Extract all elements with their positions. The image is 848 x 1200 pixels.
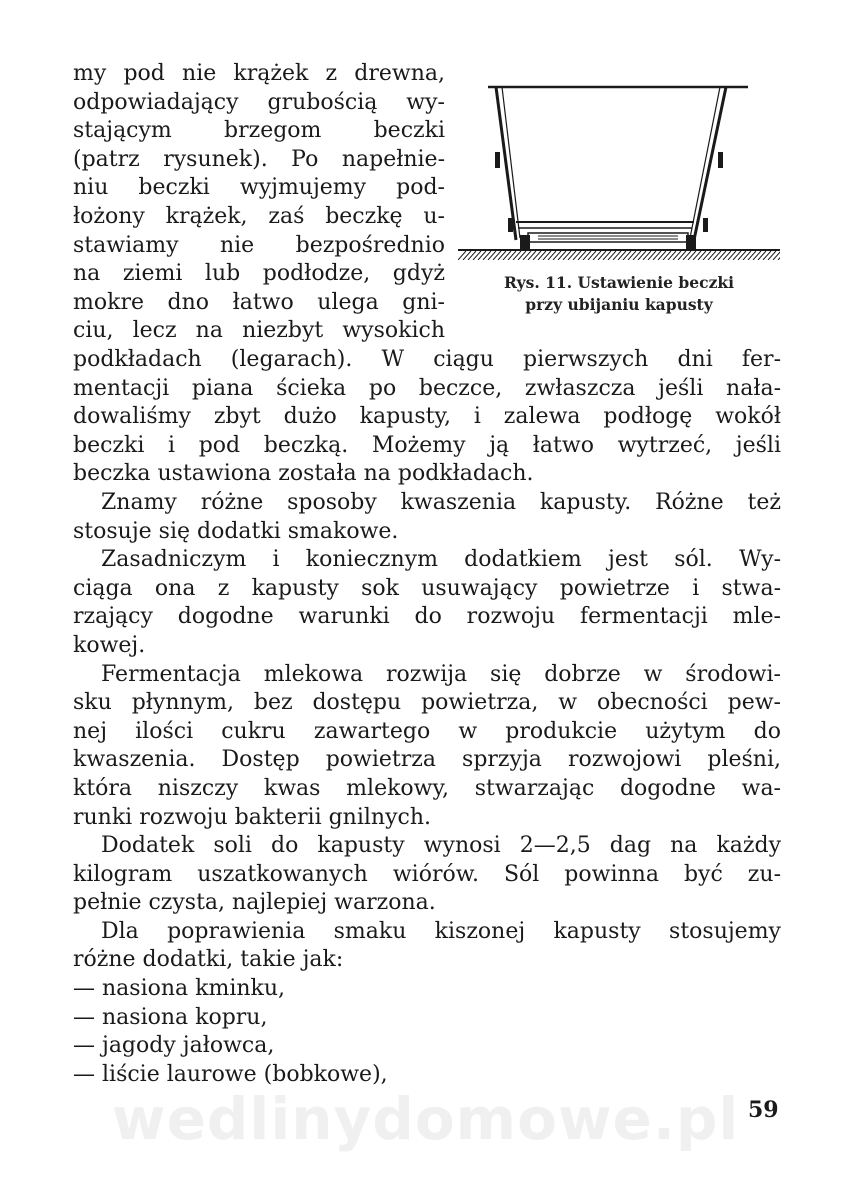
paragraph (73, 832, 781, 918)
text-line: stającym brzegom beczki (73, 118, 445, 144)
text-line: Dodatek soli do kapusty wynosi 2—2,5 dag na każdy (101, 833, 781, 859)
text-line: Zasadniczym i koniecznym dodatkiem jest sól. Wy- (101, 547, 781, 573)
text-line: rzający dogodne warunki do rozwoju fermentacji mle- (73, 604, 781, 630)
watermark: wedlinydomowe.pl (112, 1085, 740, 1153)
figure-caption (458, 272, 780, 316)
text-line: ciąga ona z kapusty sok usuwający powietrze i stwa- (73, 575, 781, 601)
text-line: na ziemi lub podłodze, gdyż (73, 261, 445, 287)
paragraph (73, 918, 781, 975)
text-line: Dla poprawienia smaku kiszonej kapusty stosujemy (101, 918, 781, 944)
text-line: kwaszenia. Dostęp powietrza sprzyja rozwojowi pleśni, (73, 747, 781, 773)
list-item: — nasiona kopru, (73, 1004, 268, 1030)
additives-list (73, 975, 781, 1089)
paragraph (73, 346, 781, 489)
text-line: beczka ustawiona została na podkładach. (73, 461, 534, 487)
text-line: sku płynnym, bez dostępu powietrza, w obecności pew- (73, 690, 781, 716)
paragraph (73, 661, 781, 833)
text-line: która niszczy kwas mlekowy, stwarzając dogodne wa- (73, 775, 781, 801)
text-line: pełnie czysta, najlepiej warzona. (73, 890, 436, 916)
text-line: ciu, lecz na niezbyt wysokich (73, 318, 445, 344)
text-line: mokre dno łatwo ulega gni- (73, 289, 445, 315)
paragraph (73, 489, 781, 546)
text-line: Fermentacja mlekowa rozwija się dobrze w środowi- (101, 661, 781, 687)
text-line: my pod nie krążek z drewna, (73, 61, 445, 86)
list-item: — liście laurowe (bobkowe), (73, 1061, 388, 1087)
text-line: mentacji piana ścieka po beczce, zwłaszcza jeśli nała- (73, 375, 781, 401)
paragraph (73, 546, 781, 660)
float-text-column (73, 60, 445, 346)
text-line: stawiamy nie bezpośrednio (73, 232, 445, 258)
caption-line-2: przy ubijaniu kapusty (525, 295, 713, 314)
text-line: kilogram uszatkowanych wiórów. Sól powinna być zu- (73, 861, 781, 887)
list-item: — nasiona kminku, (73, 976, 286, 1002)
text-line: beczki i pod beczką. Możemy ją łatwo wytrzeć, jeśli (73, 432, 781, 458)
barrel-illustration (458, 70, 780, 260)
text-line: stosuje się dodatki smakowe. (73, 518, 399, 544)
text-line: (patrz rysunek). Po napełnie- (73, 146, 445, 172)
text-line: niu beczki wyjmujemy pod- (73, 175, 445, 201)
text-line: Znamy różne sposoby kwaszenia kapusty. Różne też (101, 489, 781, 515)
text-line: podkładach (legarach). W ciągu pierwszych dni fer- (73, 347, 781, 372)
figure-barrel (458, 70, 780, 316)
page-number: 59 (748, 1097, 779, 1123)
text-line: kowej. (73, 632, 146, 658)
list-item: — jagody jałowca, (73, 1033, 275, 1059)
text-line: różne dodatki, takie jak: (73, 947, 344, 973)
text-line: łożony krążek, zaś beczkę u- (73, 203, 445, 229)
text-line: odpowiadający grubością wy- (73, 89, 445, 115)
caption-line-1: Rys. 11. Ustawienie beczki (503, 273, 735, 292)
text-line: runki rozwoju bakterii gnilnych. (73, 804, 432, 830)
body-text (73, 346, 781, 1089)
text-line: dowaliśmy zbyt dużo kapusty, i zalewa podłogę wokół (73, 404, 781, 430)
text-line: nej ilości cukru zawartego w produkcie użytym do (73, 718, 781, 744)
